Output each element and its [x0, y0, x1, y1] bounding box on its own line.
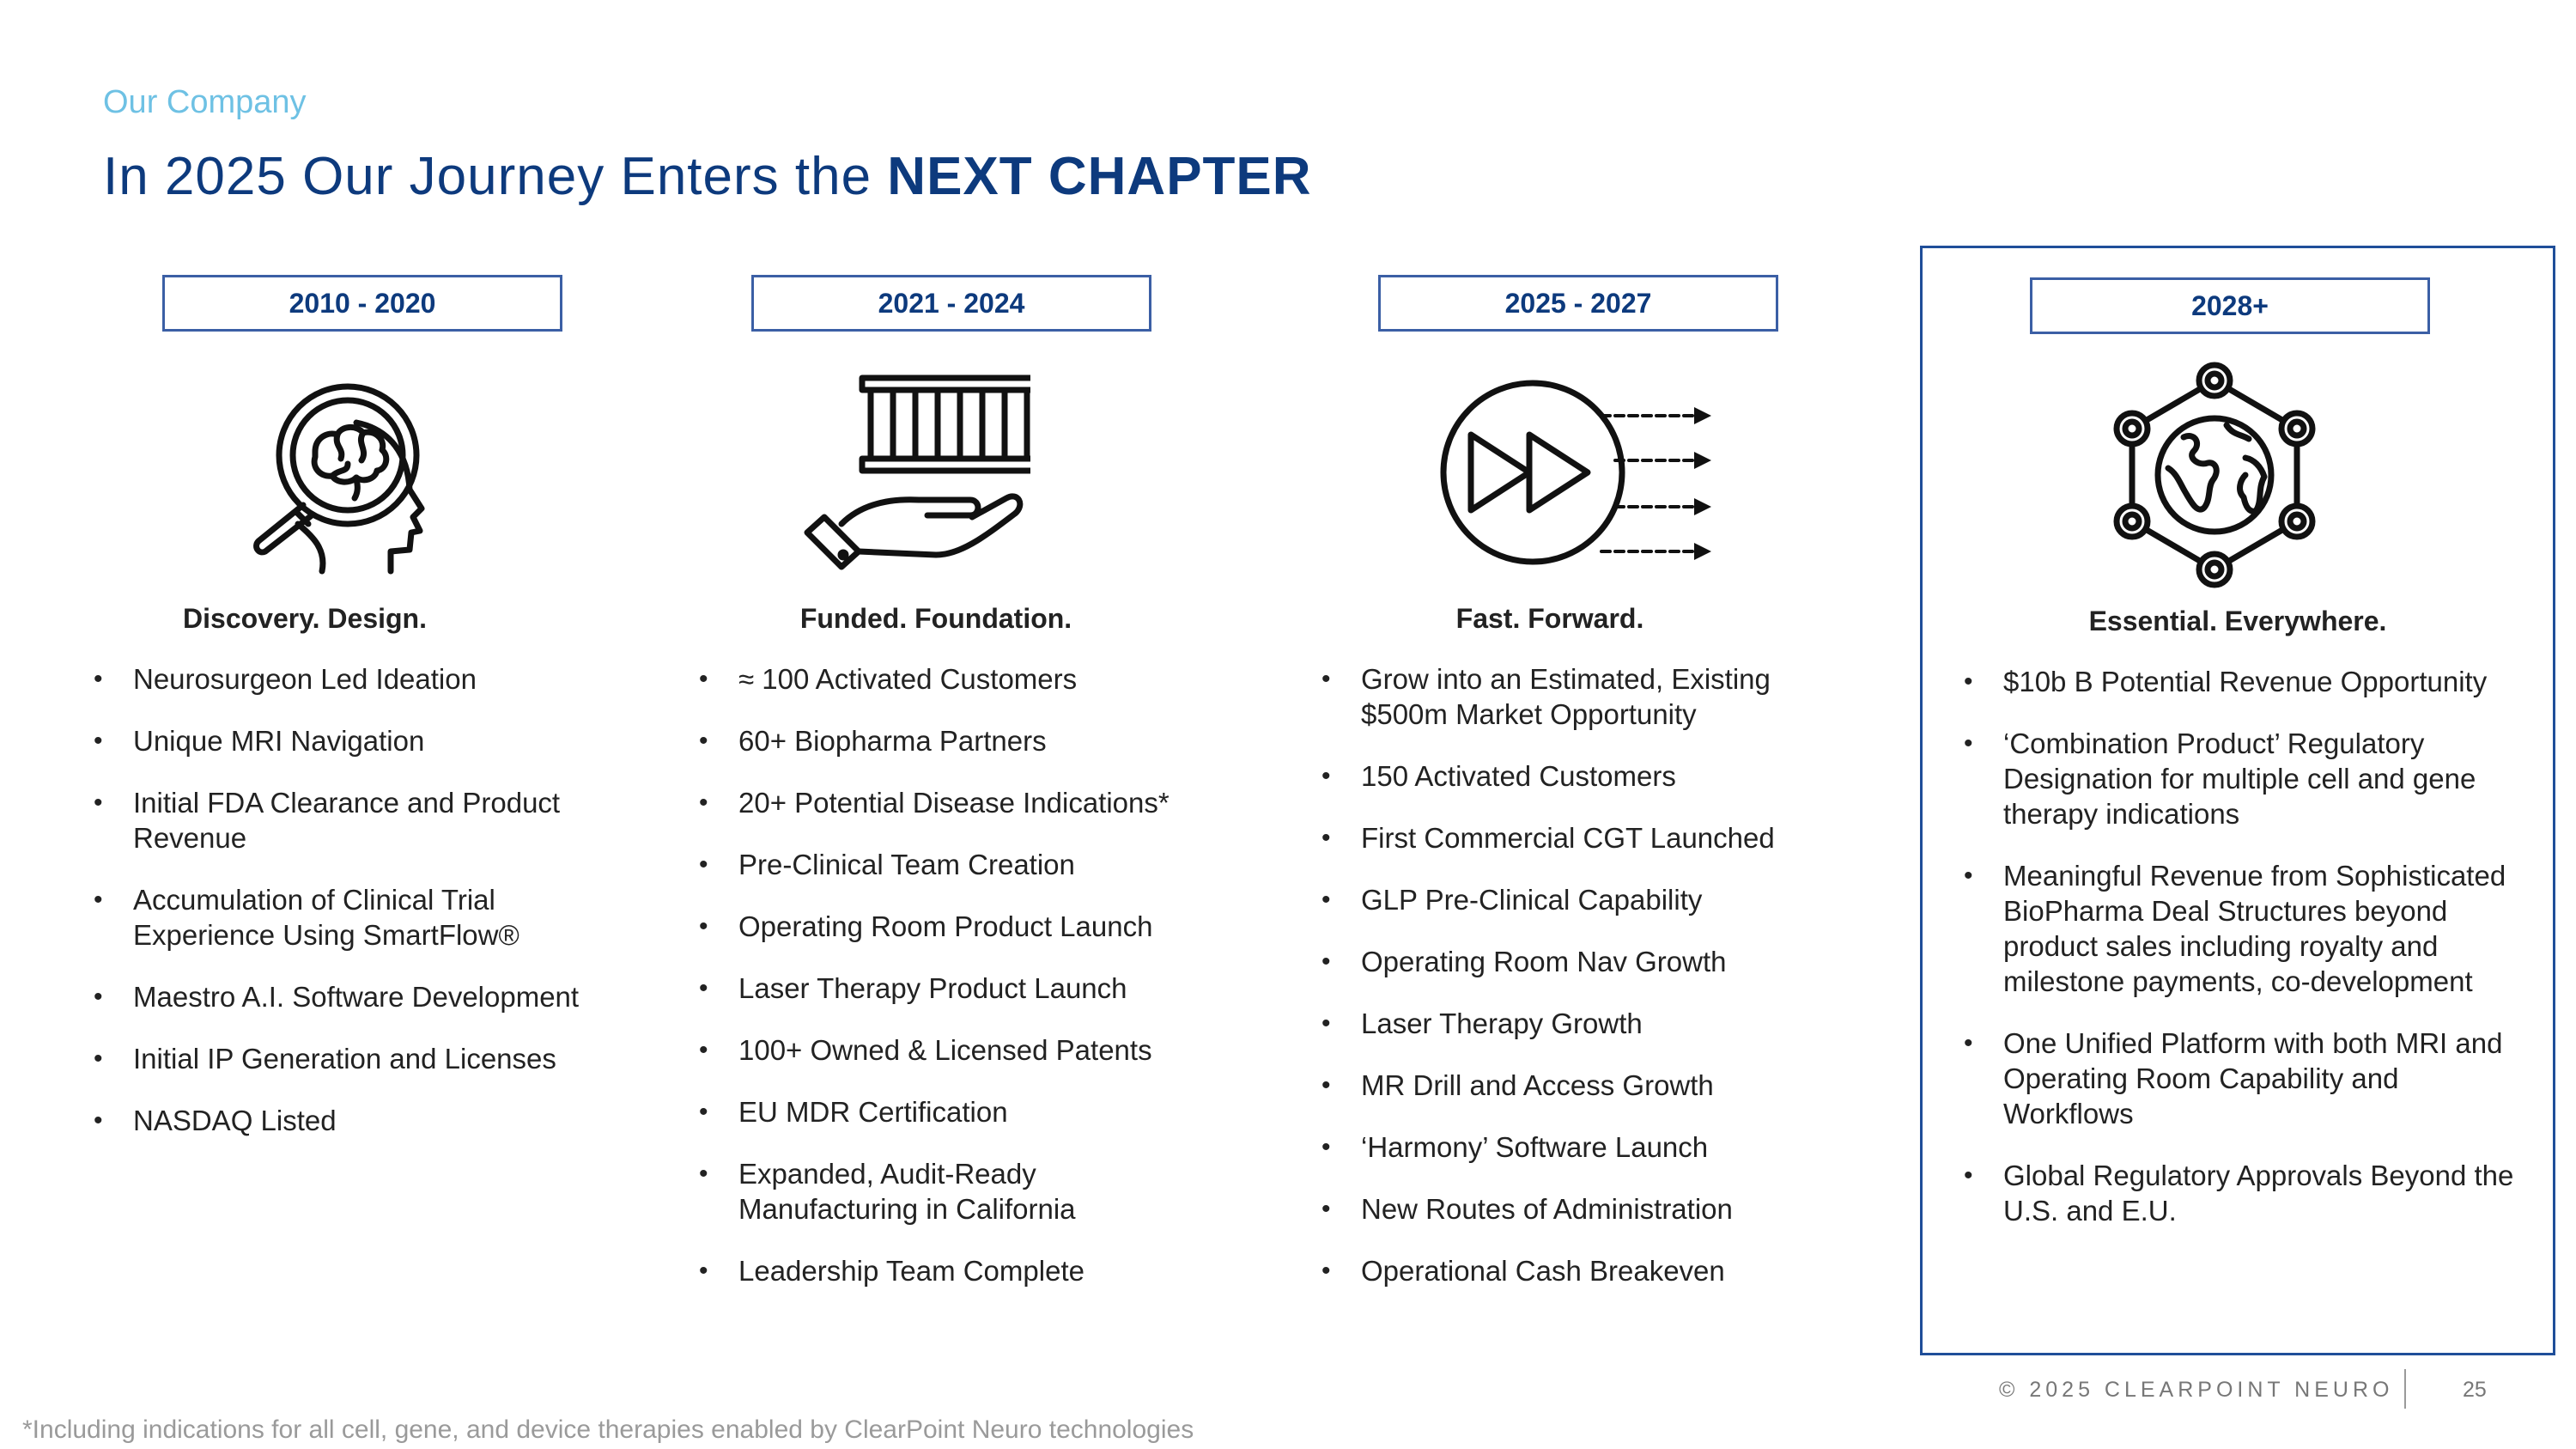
fast-forward-icon: [1438, 352, 1679, 593]
list-item: • Operating Room Product Launch: [687, 909, 1219, 944]
hand-holding-pillars-icon: [790, 352, 1030, 593]
list-item: • Operational Cash Breakeven: [1309, 1253, 1842, 1288]
list-item: • Initial FDA Clearance and Product Revenue: [82, 785, 614, 855]
list-item: • 100+ Owned & Licensed Patents: [687, 1032, 1219, 1068]
period-label: 2025 - 2027: [1378, 275, 1778, 332]
copyright: © 2025 CLEARPOINT NEURO: [1999, 1378, 2394, 1402]
list-item: • First Commercial CGT Launched: [1309, 820, 1842, 855]
bullet-list: [1309, 661, 1842, 1315]
page-number: 25: [2463, 1378, 2487, 1402]
head-magnifier-brain-icon: [219, 352, 459, 593]
title-regular: In 2025 Our Journey Enters the: [103, 147, 888, 206]
list-item: • Grow into an Estimated, Existing $500m Market Opportunity: [1309, 661, 1842, 732]
list-item: • $10b B Potential Revenue Opportunity: [1952, 664, 2536, 699]
timeline-column-2010-2020: [82, 240, 683, 1349]
list-item: • GLP Pre-Clinical Capability: [1309, 882, 1842, 917]
list-item: • New Routes of Administration: [1309, 1191, 1842, 1227]
list-item: • 150 Activated Customers: [1309, 758, 1842, 794]
bullet-list: [687, 661, 1219, 1315]
list-item: • Laser Therapy Growth: [1309, 1006, 1842, 1041]
list-item: • Pre-Clinical Team Creation: [687, 847, 1219, 882]
list-item: • Operating Room Nav Growth: [1309, 944, 1842, 979]
period-label: 2021 - 2024: [751, 275, 1151, 332]
list-item: • MR Drill and Access Growth: [1309, 1068, 1842, 1103]
tagline: Discovery. Design.: [183, 603, 427, 634]
list-item: • ‘Harmony’ Software Launch: [1309, 1129, 1842, 1165]
timeline-column-2028-plus: [1920, 246, 2555, 1355]
list-item: • Global Regulatory Approvals Beyond the U.S. and E.U.: [1952, 1158, 2536, 1228]
globe-network-icon: [2094, 355, 2335, 595]
list-item: • ‘Combination Product’ Regulatory Designation for multiple cell and gene therapy indications: [1952, 726, 2536, 831]
timeline-column-2025-2027: [1309, 240, 1911, 1349]
list-item: • Laser Therapy Product Launch: [687, 971, 1219, 1006]
page-title: [103, 146, 1312, 207]
list-item: • NASDAQ Listed: [82, 1103, 614, 1138]
tagline: Fast. Forward.: [1455, 603, 1644, 634]
footer-divider: [2404, 1369, 2406, 1409]
list-item: • Leadership Team Complete: [687, 1253, 1219, 1288]
list-item: • Meaningful Revenue from Sophisticated BioPharma Deal Structures beyond product sales including royalty and milestone payments, co-development: [1952, 858, 2536, 999]
list-item: • Maestro A.I. Software Development: [82, 979, 614, 1014]
list-item: • One Unified Platform with both MRI and Operating Room Capability and Workflows: [1952, 1026, 2536, 1131]
section-label: Our Company: [103, 84, 307, 120]
period-label: 2028+: [2030, 277, 2430, 334]
list-item: • 60+ Biopharma Partners: [687, 723, 1219, 758]
tagline: Essential. Everywhere.: [2088, 606, 2387, 636]
list-item: • Expanded, Audit-Ready Manufacturing in California: [687, 1156, 1219, 1227]
list-item: • Unique MRI Navigation: [82, 723, 614, 758]
list-item: • 20+ Potential Disease Indications*: [687, 785, 1219, 820]
tagline: Funded. Foundation.: [799, 603, 1072, 634]
list-item: • EU MDR Certification: [687, 1094, 1219, 1129]
bullet-list: [82, 661, 614, 1165]
title-bold: NEXT CHAPTER: [887, 147, 1312, 206]
list-item: • Neurosurgeon Led Ideation: [82, 661, 614, 697]
list-item: • Accumulation of Clinical Trial Experience Using SmartFlow®: [82, 882, 614, 953]
timeline-column-2021-2024: [687, 240, 1288, 1349]
period-label: 2010 - 2020: [162, 275, 562, 332]
footnote: *Including indications for all cell, gene, and device therapies enabled by ClearPoint Neuro technologies: [22, 1416, 1194, 1444]
list-item: • ≈ 100 Activated Customers: [687, 661, 1219, 697]
list-item: • Initial IP Generation and Licenses: [82, 1041, 614, 1076]
bullet-list: [1952, 664, 2536, 1255]
